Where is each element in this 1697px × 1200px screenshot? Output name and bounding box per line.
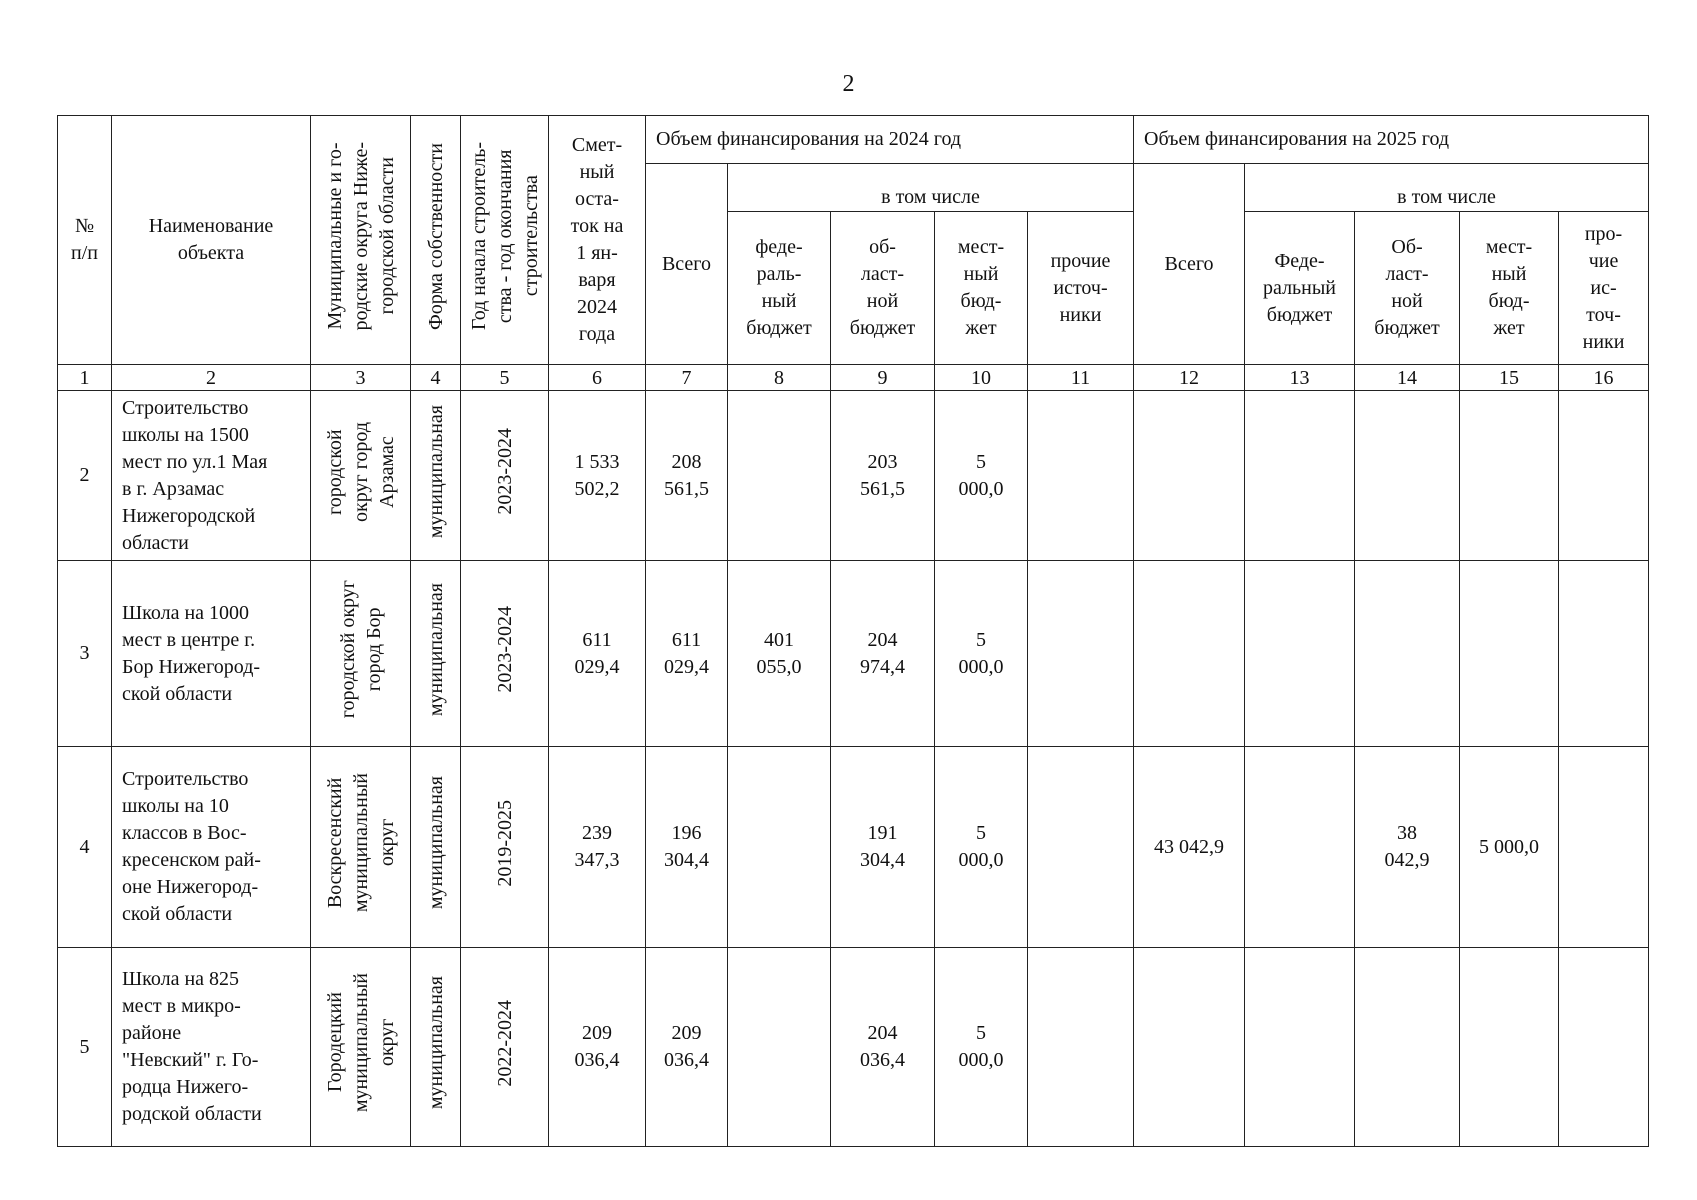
header-loc-2024: мест- ный бюд- жет (935, 212, 1028, 365)
row-reg-2025: 38 042,9 (1355, 747, 1460, 948)
row-no: 2 (58, 391, 112, 561)
col-number: 8 (728, 365, 831, 391)
col-number: 2 (112, 365, 311, 391)
row-name: Школа на 825 мест в микро- районе "Невский" г. Го- родца Нижего- родской области (112, 948, 311, 1147)
table-row (58, 948, 1649, 1147)
row-total-2024: 196 304,4 (646, 747, 728, 948)
row-estimate: 611 029,4 (549, 561, 646, 747)
row-ownership-text: муниципальная (424, 776, 447, 910)
page-number: 2 (842, 71, 855, 97)
row-reg-2025 (1355, 561, 1460, 747)
row-reg-2024: 204 974,4 (831, 561, 935, 747)
row-estimate: 239 347,3 (549, 747, 646, 948)
row-fed-2024 (728, 391, 831, 561)
row-ownership (411, 561, 461, 747)
row-total-2024: 209 036,4 (646, 948, 728, 1147)
header-including-2024: в том числе (728, 164, 1134, 212)
row-oth-2024 (1028, 747, 1134, 948)
header-fed-2024: феде- раль- ный бюджет (728, 212, 831, 365)
row-oth-2025 (1559, 948, 1649, 1147)
row-total-2025 (1134, 561, 1245, 747)
header-municipality (311, 116, 411, 365)
header-oth-2024: прочие источ- ники (1028, 212, 1134, 365)
row-municipality (311, 561, 411, 747)
row-reg-2024: 191 304,4 (831, 747, 935, 948)
header-years (461, 116, 549, 365)
row-loc-2024: 5 000,0 (935, 747, 1028, 948)
row-loc-2025 (1460, 561, 1559, 747)
row-reg-2025 (1355, 948, 1460, 1147)
row-years-text: 2022-2024 (493, 999, 516, 1087)
financing-table (57, 115, 1649, 1147)
row-fed-2024 (728, 948, 831, 1147)
table-row (58, 561, 1649, 747)
row-reg-2025 (1355, 391, 1460, 561)
row-no: 4 (58, 747, 112, 948)
col-number: 4 (411, 365, 461, 391)
row-ownership-text: муниципальная (424, 582, 447, 717)
header-including-2025: в том числе (1245, 164, 1649, 212)
row-municipality-text: городской округ город Арзамас (323, 421, 398, 522)
row-municipality-text: Городецкий муниципальный округ (323, 973, 398, 1113)
row-no: 3 (58, 561, 112, 747)
col-number: 16 (1559, 365, 1649, 391)
row-municipality (311, 747, 411, 948)
col-number: 10 (935, 365, 1028, 391)
row-fed-2024: 401 055,0 (728, 561, 831, 747)
row-fed-2025 (1245, 561, 1355, 747)
row-estimate: 209 036,4 (549, 948, 646, 1147)
header-ownership (411, 116, 461, 365)
row-total-2025 (1134, 948, 1245, 1147)
header-ownership-text: Форма собственности (424, 142, 447, 330)
row-fed-2025 (1245, 747, 1355, 948)
row-years-text: 2019-2025 (493, 799, 516, 887)
row-years (461, 561, 549, 747)
col-number: 12 (1134, 365, 1245, 391)
row-no: 5 (58, 948, 112, 1147)
col-number: 7 (646, 365, 728, 391)
header-reg-2024: об- ласт- ной бюджет (831, 212, 935, 365)
header-loc-2025: мест- ный бюд- жет (1460, 212, 1559, 365)
row-oth-2025 (1559, 561, 1649, 747)
col-number: 1 (58, 365, 112, 391)
column-numbers-row (58, 365, 1649, 391)
header-total-2024: Всего (646, 164, 728, 365)
row-loc-2024: 5 000,0 (935, 561, 1028, 747)
row-oth-2024 (1028, 561, 1134, 747)
header-municipality-text: Муниципальные и го- родские округа Ниже- городской области (323, 141, 398, 331)
row-estimate: 1 533 502,2 (549, 391, 646, 561)
header-years-text: Год начала строитель- ства - год окончания строительства (467, 141, 542, 331)
row-fed-2025 (1245, 391, 1355, 561)
row-total-2025 (1134, 391, 1245, 561)
header-fin-2025: Объем финансирования на 2025 год (1134, 116, 1649, 164)
row-loc-2024: 5 000,0 (935, 948, 1028, 1147)
col-number: 13 (1245, 365, 1355, 391)
row-name: Строительство школы на 1500 мест по ул.1 Мая в г. Арзамас Нижегородской области (112, 391, 311, 561)
row-years-text: 2023-2024 (493, 606, 516, 693)
row-total-2025: 43 042,9 (1134, 747, 1245, 948)
row-ownership-text: муниципальная (424, 976, 447, 1110)
row-years (461, 391, 549, 561)
row-oth-2024 (1028, 948, 1134, 1147)
row-ownership (411, 948, 461, 1147)
row-reg-2024: 203 561,5 (831, 391, 935, 561)
col-number: 15 (1460, 365, 1559, 391)
row-total-2024: 611 029,4 (646, 561, 728, 747)
row-municipality (311, 391, 411, 561)
table-row (58, 391, 1649, 561)
row-loc-2024: 5 000,0 (935, 391, 1028, 561)
row-oth-2024 (1028, 391, 1134, 561)
header-no: № п/п (58, 116, 112, 365)
row-years (461, 948, 549, 1147)
header-fin-2024: Объем финансирования на 2024 год (646, 116, 1134, 164)
row-fed-2025 (1245, 948, 1355, 1147)
row-years-text: 2023-2024 (493, 428, 516, 515)
row-name: Школа на 1000 мест в центре г. Бор Нижегород- ской области (112, 561, 311, 747)
col-number: 14 (1355, 365, 1460, 391)
row-oth-2025 (1559, 747, 1649, 948)
row-municipality (311, 948, 411, 1147)
row-ownership-text: муниципальная (424, 404, 447, 539)
col-number: 5 (461, 365, 549, 391)
row-reg-2024: 204 036,4 (831, 948, 935, 1147)
row-years (461, 747, 549, 948)
row-ownership (411, 391, 461, 561)
header-estimate: Смет- ный оста- ток на 1 ян- варя 2024 года (549, 116, 646, 365)
row-loc-2025 (1460, 391, 1559, 561)
row-name: Строительство школы на 10 классов в Вос- кресенском рай- оне Нижегород- ской области (112, 747, 311, 948)
header-name: Наименование объекта (112, 116, 311, 365)
col-number: 3 (311, 365, 411, 391)
header-reg-2025: Об- ласт- ной бюджет (1355, 212, 1460, 365)
row-oth-2025 (1559, 391, 1649, 561)
row-ownership (411, 747, 461, 948)
header-oth-2025: про- чие ис- точ- ники (1559, 212, 1649, 365)
col-number: 11 (1028, 365, 1134, 391)
row-municipality-text: городской округ город Бор (336, 580, 385, 719)
col-number: 9 (831, 365, 935, 391)
row-loc-2025 (1460, 948, 1559, 1147)
row-municipality-text: Воскресенский муниципальный округ (323, 773, 398, 913)
header-total-2025: Всего (1134, 164, 1245, 365)
col-number: 6 (549, 365, 646, 391)
row-fed-2024 (728, 747, 831, 948)
row-total-2024: 208 561,5 (646, 391, 728, 561)
row-loc-2025: 5 000,0 (1460, 747, 1559, 948)
table-row (58, 747, 1649, 948)
header-fed-2025: Феде- ральный бюджет (1245, 212, 1355, 365)
